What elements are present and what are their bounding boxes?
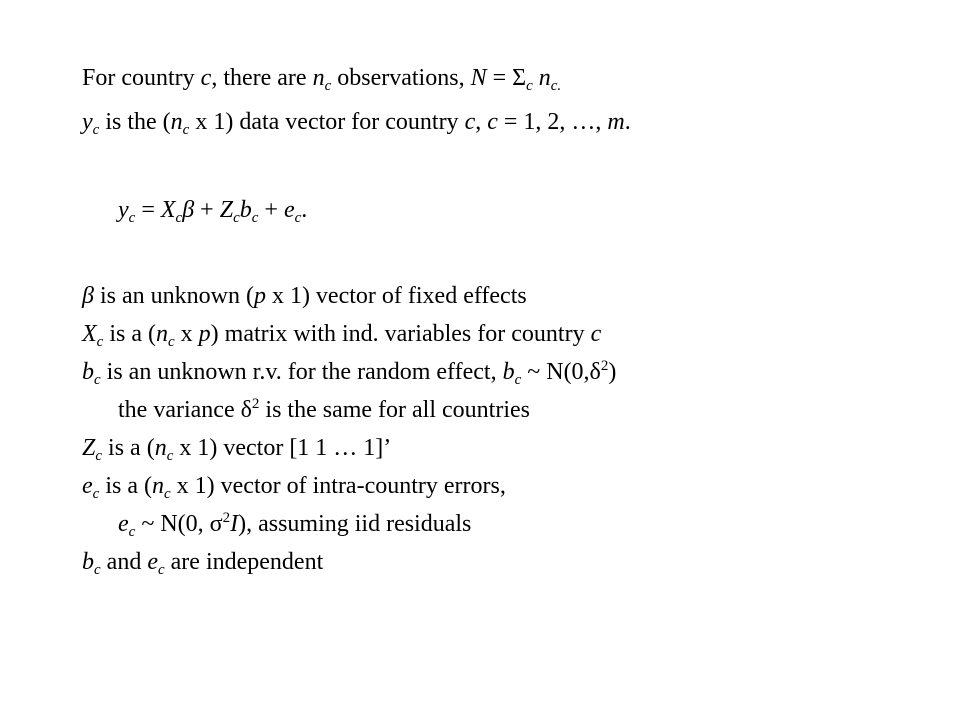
text-segment: x 1) vector of fixed effects	[265, 283, 527, 309]
text-segment: = Σ	[486, 65, 527, 91]
text-segment: is the (	[99, 109, 171, 135]
text-segment: =	[135, 197, 161, 223]
subscript: c	[166, 448, 174, 464]
text-segment: ) matrix with ind. variables for country	[210, 321, 591, 347]
subscript: c	[96, 334, 104, 350]
subscript: c	[514, 372, 522, 388]
text-segment: β	[182, 197, 195, 223]
text-line-2	[82, 108, 631, 136]
text-segment: Z	[82, 435, 96, 461]
text-segment: c	[464, 109, 476, 135]
text-segment: n	[154, 435, 167, 461]
text-segment: ~ N(0,δ	[521, 359, 601, 385]
text-segment: b	[502, 359, 515, 385]
text-segment: m	[607, 109, 625, 135]
text-line-6	[82, 358, 616, 386]
text-segment: , there are	[211, 65, 313, 91]
text-segment: ), assuming iid residuals	[238, 511, 472, 537]
text-segment: .	[301, 197, 308, 223]
text-segment: N	[470, 65, 487, 91]
subscript: c	[92, 486, 100, 502]
text-segment: p	[253, 283, 266, 309]
text-segment: y	[82, 109, 93, 135]
text-segment: ,	[475, 109, 488, 135]
text-segment: X	[160, 197, 176, 223]
text-line-8	[82, 434, 391, 462]
subscript: c	[294, 210, 302, 226]
text-segment: c	[487, 109, 498, 135]
text-segment: +	[258, 197, 284, 223]
text-segment: )	[608, 359, 617, 385]
text-line-4	[82, 282, 527, 310]
text-segment: y	[118, 197, 129, 223]
text-segment: +	[194, 197, 220, 223]
text-line-7	[118, 396, 530, 424]
text-segment: is an unknown r.v. for the random effect,	[100, 359, 503, 385]
subscript: c	[163, 486, 171, 502]
text-segment: x 1) vector [1 1 … 1]’	[173, 435, 392, 461]
text-segment: n	[170, 109, 183, 135]
text-segment: n	[532, 65, 551, 91]
text-segment: .	[624, 109, 631, 135]
text-segment: β	[82, 283, 94, 309]
text-segment: e	[118, 511, 129, 537]
text-segment: c	[200, 65, 212, 91]
text-segment: is a (	[103, 321, 156, 347]
text-segment: b	[82, 359, 94, 385]
subscript: c	[526, 78, 533, 94]
text-line-3	[118, 196, 307, 224]
text-segment: = 1, 2, …,	[497, 109, 608, 135]
text-line-10	[118, 510, 471, 538]
superscript: 2	[600, 358, 609, 374]
text-segment: I	[230, 511, 239, 537]
text-segment: are independent	[164, 549, 324, 575]
text-segment: the variance δ	[118, 397, 252, 423]
subscript: c	[233, 210, 240, 226]
text-segment: e	[82, 473, 93, 499]
superscript: 2	[251, 396, 260, 412]
text-segment: observations,	[331, 65, 471, 91]
subscript: c	[324, 78, 332, 94]
text-segment: x 1) data vector for country	[189, 109, 465, 135]
text-segment: b	[82, 549, 94, 575]
subscript: c	[128, 524, 136, 540]
text-segment: x	[174, 321, 199, 347]
text-segment: b	[239, 197, 252, 223]
text-segment: n	[151, 473, 164, 499]
subscript: c.	[550, 78, 562, 94]
subscript: c	[95, 448, 103, 464]
subscript: c	[168, 334, 175, 350]
superscript: 2	[222, 510, 231, 526]
subscript: c	[175, 210, 183, 226]
text-segment: is an unknown (	[93, 283, 254, 309]
text-segment: is a (	[99, 473, 152, 499]
text-segment: n	[156, 321, 168, 347]
text-segment: and	[100, 549, 148, 575]
subscript: c	[182, 122, 190, 138]
text-segment: p	[198, 321, 211, 347]
text-segment: e	[283, 197, 295, 223]
subscript: c	[128, 210, 136, 226]
text-segment: X	[82, 321, 97, 347]
subscript: c	[92, 122, 100, 138]
subscript: c	[94, 562, 101, 578]
text-segment: is the same for all countries	[259, 397, 530, 423]
text-segment: is a (	[102, 435, 155, 461]
text-segment: e	[147, 549, 158, 575]
subscript: c	[157, 562, 165, 578]
subscript: c	[94, 372, 101, 388]
text-line-5	[82, 320, 601, 348]
text-line-9	[82, 472, 506, 500]
text-segment: ~ N(0, σ	[135, 511, 223, 537]
text-segment: For country	[82, 65, 201, 91]
text-line-11	[82, 548, 323, 576]
subscript: c	[251, 210, 259, 226]
text-segment: c	[590, 321, 602, 347]
text-segment: Z	[219, 197, 234, 223]
text-segment: n	[312, 65, 325, 91]
text-segment: x 1) vector of intra-country errors,	[170, 473, 506, 499]
text-line-1	[82, 64, 561, 92]
